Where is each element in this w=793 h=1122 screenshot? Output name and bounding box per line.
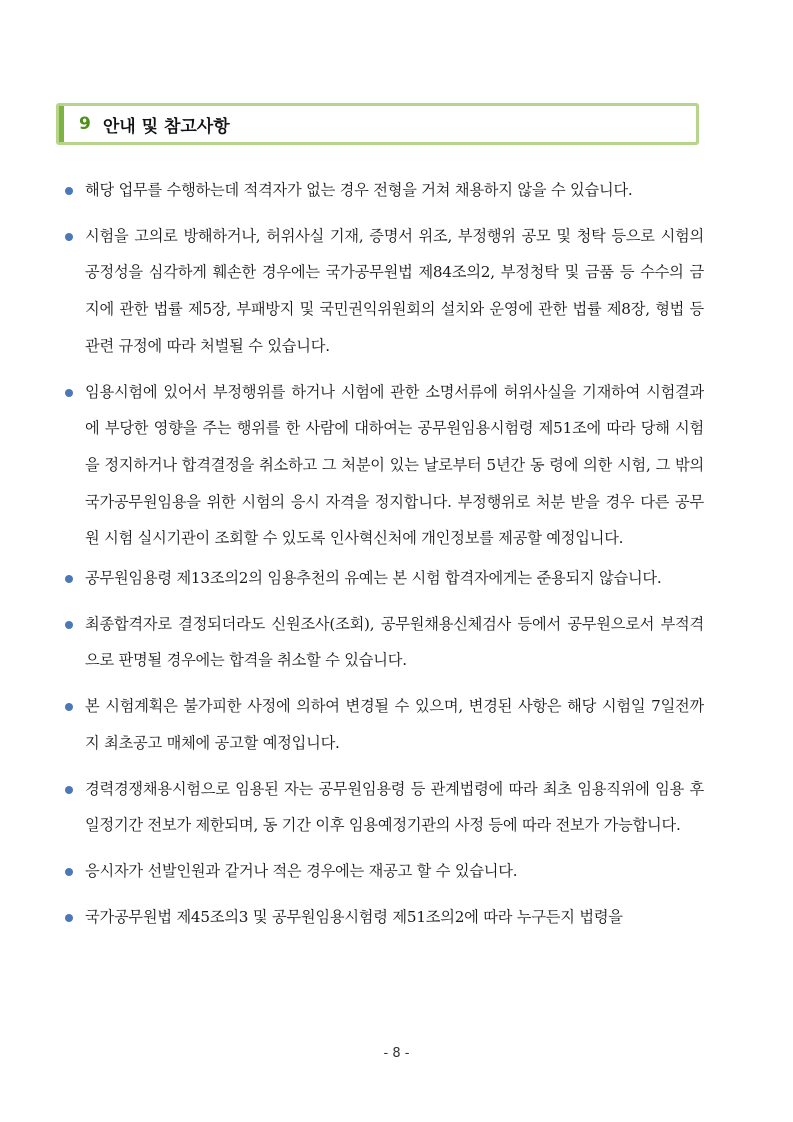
list-item: 본 시험계획은 불가피한 사정에 의하여 변경될 수 있으며, 변경된 사항은 해당 시험일 7일전까지 최초공고 매체에 공고할 예정입니다. (64, 688, 704, 761)
list-item: 임용시험에 있어서 부정행위를 하거나 시험에 관한 소명서류에 허위사실을 기재하여 시험결과에 부당한 영향을 주는 행위를 한 사람에 대하여는 공무원임용시험령 제51조에 따라 당해 시험을 정지하거나 합격결정을 취소하고 그 처분이 있는 날로부터 5년간 동 령에 의한 시험, 그 밖의 국가공무원임용을 위한 시험의 응시 자격을 정지합니다. 부정행위로 처분 받을 경우 다른 공무원 시험 실시기관이 조회할 수 있도록 인사혁신처에 개인정보를 제공할 예정입니다. (64, 374, 704, 558)
page-number: - 8 - (383, 1046, 410, 1061)
list-item: 최종합격자로 결정되더라도 신원조사(조회), 공무원채용신체검사 등에서 공무원으로서 부적격으로 판명될 경우에는 합격을 취소할 수 있습니다. (64, 606, 704, 679)
section-number: 9 (79, 114, 91, 134)
section-header (56, 103, 699, 145)
section-title: 안내 및 참고사항 (102, 116, 230, 137)
list-item: 공무원임용령 제13조의2의 임용추천의 유예는 본 시험 합격자에게는 준용되지 않습니다. (64, 560, 704, 597)
list-item: 국가공무원법 제45조의3 및 공무원임용시험령 제51조의2에 따라 누구든지 법령을 (64, 899, 704, 936)
list-item: 시험을 고의로 방해하거나, 허위사실 기재, 증명서 위조, 부정행위 공모 및 청탁 등으로 시험의 공정성을 심각하게 훼손한 경우에는 국가공무원법 제84조의2, 부정청탁 및 금품 등 수수의 금지에 관한 법률 제5장, 부패방지 및 국민권익위원회의 설치와 운영에 관한 법률 제8장, 형법 등 관련 규정에 따라 처벌될 수 있습니다. (64, 218, 704, 365)
list-item: 해당 업무를 수행하는데 적격자가 없는 경우 전형을 거쳐 채용하지 않을 수 있습니다. (64, 172, 704, 209)
notice-list (64, 172, 704, 944)
list-item: 경력경쟁채용시험으로 임용된 자는 공무원임용령 등 관계법령에 따라 최초 임용직위에 임용 후 일정기간 전보가 제한되며, 동 기간 이후 임용예정기관의 사정 등에 따라 전보가 가능합니다. (64, 771, 704, 844)
list-item: 응시자가 선발인원과 같거나 적은 경우에는 재공고 할 수 있습니다. (64, 853, 704, 890)
